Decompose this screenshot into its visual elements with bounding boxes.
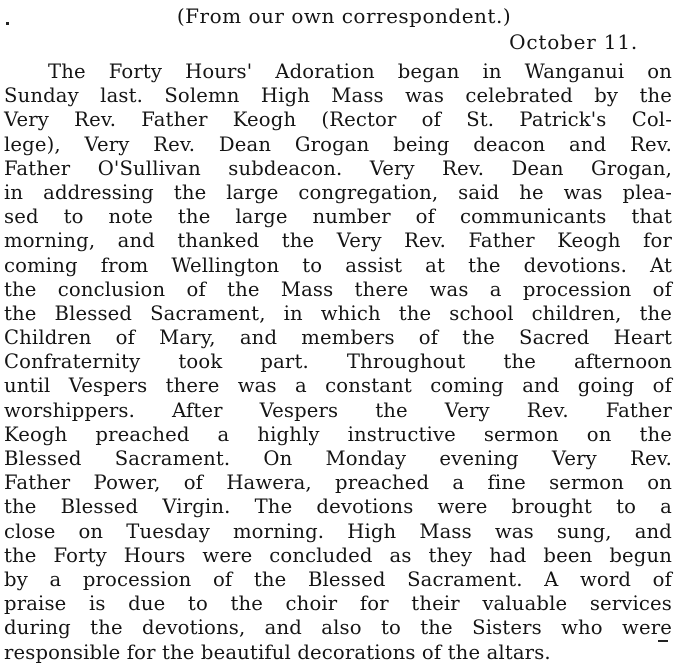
article-line: Sunday last. Solemn High Mass was celebrated by the [4, 84, 672, 108]
article-line: Keogh preached a highly instructive sermon on the [4, 422, 672, 446]
article-line: Confraternity took part. Throughout the afternoon [4, 350, 672, 374]
article-line: praise is due to the choir for their valuable services [4, 592, 672, 616]
article-line: the Forty Hours were concluded as they had been begun [4, 543, 672, 567]
article-line: in addressing the large congregation, said he was plea- [4, 180, 672, 204]
article-line: the Blessed Sacrament, in which the school children, the [4, 301, 672, 325]
article-line: until Vespers there was a constant coming and going of [4, 374, 672, 398]
article-line: close on Tuesday morning. High Mass was sung, and [4, 519, 672, 543]
article-line: the conclusion of the Mass there was a procession of [4, 277, 672, 301]
print-speck [658, 640, 668, 642]
article-line: morning, and thanked the Very Rev. Father Keogh for [4, 229, 672, 253]
article-line: sed to note the large number of communicants that [4, 205, 672, 229]
article-line: Blessed Sacrament. On Monday evening Very Rev. [4, 447, 672, 470]
byline: (From our own correspondent.) [176, 4, 512, 28]
dateline: October 11. [509, 30, 638, 54]
article-line: by a procession of the Blessed Sacrament. A word of [4, 567, 672, 591]
article-body [0, 60, 672, 665]
article-line: The Forty Hours' Adoration began in Wanganui on [48, 60, 672, 83]
article-line: responsible for the beautiful decorations of the altars. [4, 640, 551, 664]
article-line: lege), Very Rev. Dean Grogan being deacon and Rev. [4, 132, 672, 156]
article-line: during the devotions, and also to the Sisters who were [4, 616, 672, 640]
article-line: Very Rev. Father Keogh (Rector of St. Patrick's Col- [4, 108, 672, 132]
article-line: Father O'Sullivan subdeacon. Very Rev. Dean Grogan, [4, 156, 672, 180]
article-line: worshippers. After Vespers the Very Rev. Father [4, 398, 672, 422]
article-line: coming from Wellington to assist at the devotions. At [4, 253, 672, 277]
article-line: Father Power, of Hawera, preached a fine sermon on [4, 471, 672, 495]
article-line: Children of Mary, and members of the Sacred Heart [4, 326, 672, 350]
article-line: the Blessed Virgin. The devotions were brought to a [4, 495, 672, 519]
